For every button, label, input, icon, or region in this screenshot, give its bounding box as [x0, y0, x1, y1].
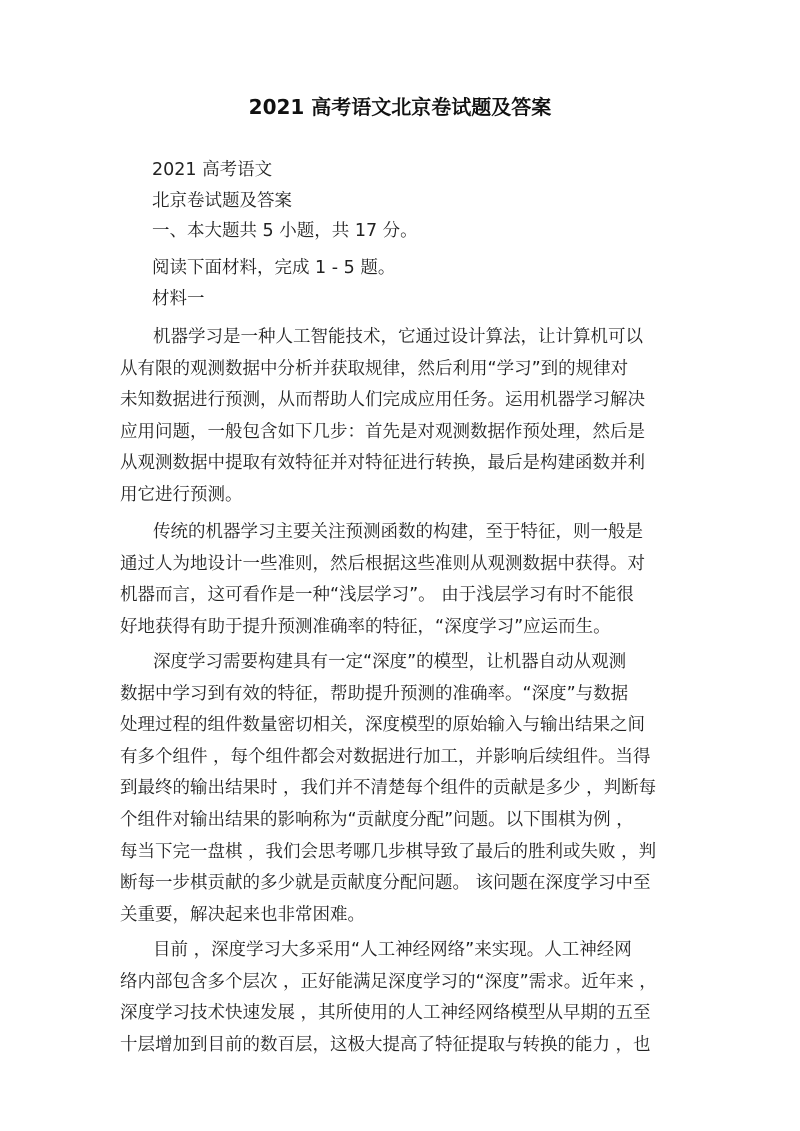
header-line: 阅读下面材料，完成 1 - 5 题。: [152, 258, 396, 278]
paragraph-2-line: 机器而言，这可看作是一种“浅层学习”。 由于浅层学习有时不能很: [120, 585, 634, 606]
header-line: 材料一: [152, 289, 205, 309]
paragraph-1-line: 应用问题，一般包含如下几步：首先是对观测数据作预处理，然后是: [120, 421, 645, 442]
paragraph-3-line: 断每一步棋贡献的多少就是贡献度分配问题。 该问题在深度学习中至: [120, 873, 651, 894]
paragraph-3-line: 个组件对输出结果的影响称为“贡献度分配”问题。以下围棋为例 ，: [120, 810, 634, 830]
paragraph-3-line: 深度学习需要构建具有一定“深度”的模型，让机器自动从观测: [153, 652, 627, 672]
paragraph-4-line: 十层增加到目前的数百层，这极大提高了特征提取与转换的能力 ，也: [120, 1034, 651, 1055]
header-line: 一、本大题共 5 小题，共 17 分。: [152, 221, 418, 241]
paragraph-1-line: 从有限的观测数据中分析并获取规律，然后利用“学习”到的规律对: [120, 358, 629, 379]
paragraph-3-line: 处理过程的组件数量密切相关，深度模型的原始输入与输出结果之间: [120, 715, 645, 736]
paragraph-1-line: 从观测数据中提取有效特征并对特征进行转换，最后是构建函数并利: [120, 453, 645, 474]
paragraph-4-line: 络内部包含多个层次 ，正好能满足深度学习的“深度”需求。近年来 ，: [120, 971, 657, 992]
paragraph-4-line: 深度学习技术快速发展 ，其所使用的人工神经网络模型从早期的五至: [120, 1003, 651, 1024]
paragraph-2-line: 通过人为地设计一些准则，然后根据这些准则从观测数据中获得。对: [120, 553, 645, 574]
paragraph-1-line: 未知数据进行预测，从而帮助人们完成应用任务。运用机器学习解决: [120, 390, 645, 411]
paragraph-2-line: 传统的机器学习主要关注预测函数的构建，至于特征，则一般是: [153, 522, 643, 542]
paragraph-3-line: 每当下完一盘棋 ，我们会思考哪几步棋导致了最后的胜利或失败 ，判: [120, 841, 657, 862]
paragraph-3-line: 关重要，解决起来也非常困难。: [120, 904, 365, 925]
paragraph-2-line: 好地获得有助于提升预测准确率的特征，“深度学习”应运而生。: [120, 616, 611, 637]
paragraph-1-line: 用它进行预测。: [120, 485, 243, 505]
paragraph-3-line: 数据中学习到有效的特征，帮助提升预测的准确率。“深度”与数据: [120, 683, 629, 704]
paragraph-3-line: 到最终的输出结果时 ，我们并不清楚每个组件的贡献是多少 ，判断每: [120, 778, 657, 799]
header-line: 北京卷试题及答案: [152, 191, 292, 211]
paragraph-4-line: 目前 ，深度学习大多采用“人工神经网络”来实现。人工神经网: [153, 940, 632, 960]
paragraph-1-line: 机器学习是一种人工智能技术，它通过设计算法，让计算机可以: [153, 327, 643, 347]
header-line: 2021 高考语文: [152, 160, 273, 180]
document-title: 2021 高考语文北京卷试题及答案: [248, 95, 552, 119]
paragraph-3-line: 有多个组件 ，每个组件都会对数据进行加工，并影响后续组件。当得: [120, 746, 651, 767]
